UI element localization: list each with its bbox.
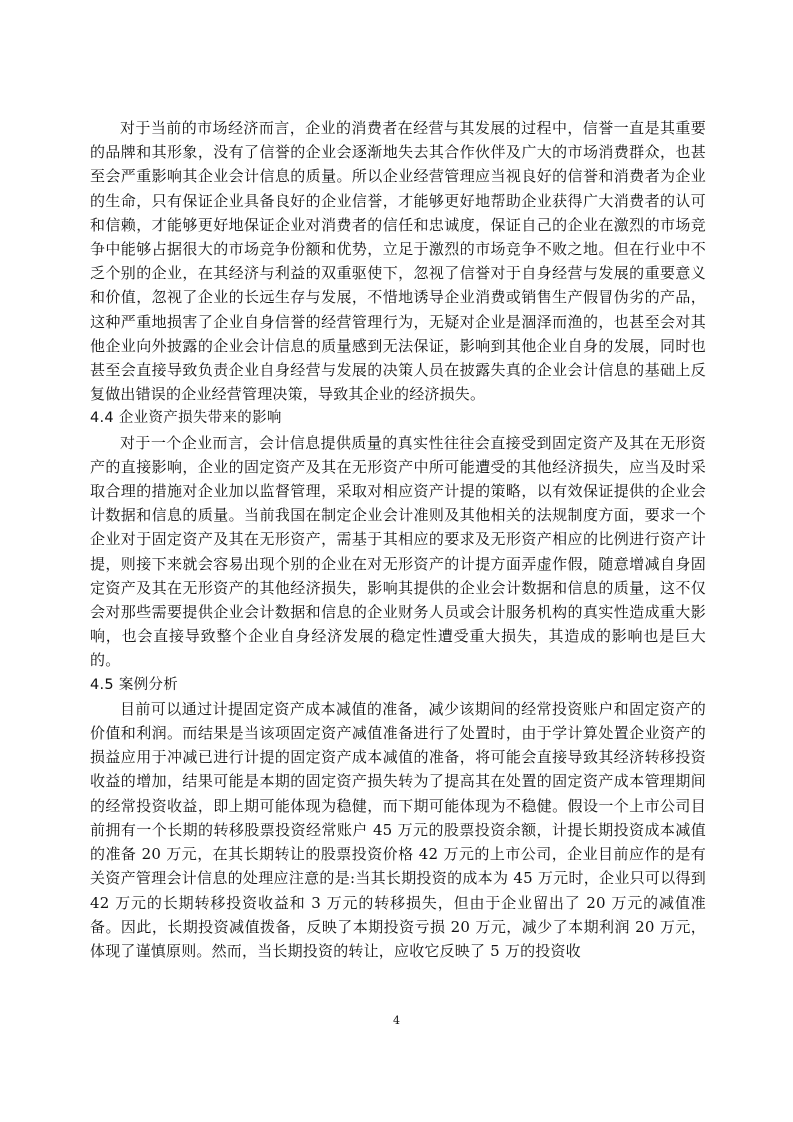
paragraph-reputation: 对于当前的市场经济而言，企业的消费者在经营与其发展的过程中，信誉一直是其重要的品牌和其形象，没有了信誉的企业会逐渐地失去其合作伙伴及广大的市场消费群众，也甚至会严重影响其企业会计信息的质量。所以企业经营管理应当视良好的信誉和消费者为企业的生命，只有保证企业具备良好的企业信誉，才能够更好地帮助企业获得广大消费者的认可和信赖，才能够更好地保证企业对消费者的信任和忠诚度，保证自己的企业在激烈的市场竞争中能够占据很大的市场竞争份额和优势，立足于激烈的市场竞争不败之地。但在行业中不乏个别的企业，在其经济与利益的双重驱使下，忽视了信誉对于自身经营与发展的重要意义和价值，忽视了企业的长远生存与发展，不惜地诱导企业消费或销售生产假冒伪劣的产品，这种严重地损害了企业自身信誉的经营管理行为，无疑对企业是涸泽而渔的，也甚至会对其他企业向外披露的企业会计信息的质量感到无法保证，影响到其他企业自身的发展，同时也甚至会直接导致负责企业自身经营与发展的决策人员在披露失真的企业会计信息的基础上反复做出错误的企业经营管理决策，导致其企业的经济损失。 — [90, 119, 706, 404]
page-number: 4 — [393, 1014, 400, 1027]
page-body — [90, 116, 706, 963]
section-heading-4-5: 4.5 案例分析 — [90, 676, 179, 693]
section-heading-4-4: 4.4 企业资产损失带来的影响 — [90, 410, 282, 427]
paragraph-case-analysis: 目前可以通过计提固定资产成本减值的准备，减少该期间的经常投资账户和固定资产的价值和利润。而结果是当该项固定资产减值准备进行了处置时，由于学计算处置企业资产的损益应用于冲减已进行计提的固定资产成本减值的准备，将可能会直接导致其经济转移投资收益的增加，结果可能是本期的固定资产损失转为了提高其在处置的固定资产成本管理期间的经常投资收益，即上期可能体现为稳健，而下期可能体现为不稳健。假设一个上市公司目前拥有一个长期的转移股票投资经常账户 45 万元的股票投资余额，计提长期投资成本减值的准备 20 万元，在其长期转让的股票投资价格 42 万元的上市公司，企业目前应作的是有关资产管理会计信息的处理应注意的是:当其长期投资的成本为 45 万元时，企业只可以得到 42 万元的长期转移投资收益和 3 万元的转移损失，但由于企业留出了 20 万元的减值准备。因此，长期投资减值拨备，反映了本期投资亏损 20 万元，减少了本期利润 20 万元，体现了谨慎原则。然而，当长期投资的转让，应收它反映了 5 万的投资收 — [90, 699, 706, 960]
paragraph-asset-loss: 对于一个企业而言，会计信息提供质量的真实性往往会直接受到固定资产及其在无形资产的直接影响，企业的固定资产及其在无形资产中所可能遭受的其他经济损失，应当及时采取合理的措施对企业加以监督管理，采取对相应资产计提的策略，以有效保证提供的企业会计数据和信息的质量。当前我国在制定企业会计准则及其他相关的法规制度方面，要求一个企业对于固定资产及其在无形资产，需基于其相应的要求及无形资产相应的比例进行资产计提，则接下来就会容易出现个别的企业在对无形资产的计提方面弄虚作假，随意增减自身固定资产及其在无形资产的其他经济损失，影响其提供的企业会计数据和信息的质量，这不仅会对那些需要提供企业会计数据和信息的企业财务人员或会计服务机构的真实性造成重大影响，也会直接导致整个企业自身经济发展的稳定性遭受重大损失，其造成的影响也是巨大的。 — [90, 433, 706, 670]
